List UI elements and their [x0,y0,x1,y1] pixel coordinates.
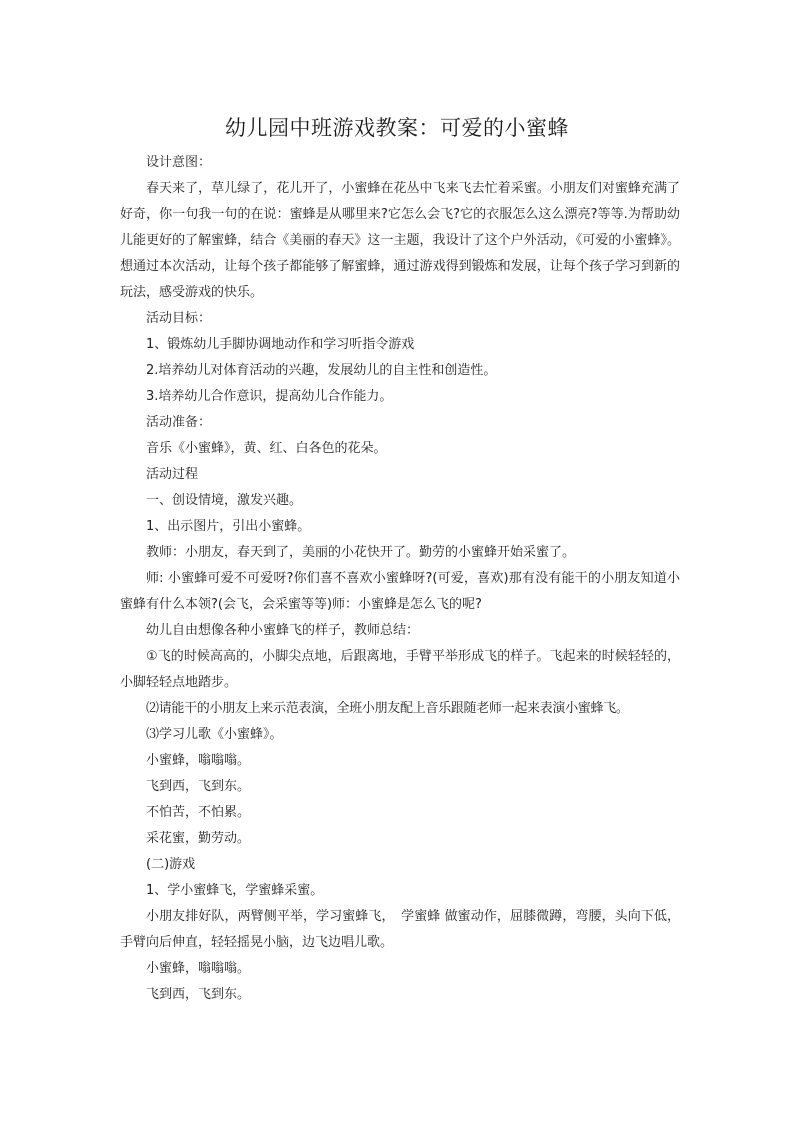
heading-design-intent: 设计意图： [146,155,212,170]
heading-activity-prep: 活动准备： [146,415,212,430]
game-instructions: 小朋友排好队，两臂侧平举，学习蜜蜂飞， 学蜜蜂 做蜜动作，屈膝微蹲，弯腰，头向下低，手臂向后伸直，轻轻摇晃小脑，边飞边唱儿歌。 [120,909,680,950]
rhyme-line: 不怕苦，不怕累。 [146,805,251,820]
prep-materials: 音乐《小蜜蜂》，黄、红、白各色的花朵。 [146,441,387,456]
heading-activity-process: 活动过程 [146,467,199,482]
goal-item-2: 2.培养幼儿对体育活动的兴趣，发展幼儿的自主性和创造性。 [146,363,497,378]
rhyme-line: 小蜜蜂，嗡嗡嗡。 [146,961,251,976]
rhyme-line: 飞到西，飞到东。 [146,987,251,1002]
document-title: 幼儿园中班游戏教案：可爱的小蜜蜂 [225,116,569,140]
game-step-1: 1、学小蜜蜂飞，学蜜蜂采蜜。 [146,883,324,898]
heading-game: (二)游戏 [146,857,196,872]
heading-activity-goals: 活动目标： [146,311,212,326]
rhyme-line: 飞到西，飞到东。 [146,779,251,794]
teacher-line-1: 教师：小朋友，春天到了，美丽的小花快开了。勤劳的小蜜蜂开始采蜜了。 [146,545,576,560]
rhyme-line: 采花蜜，勤劳动。 [146,831,251,846]
summary-item-2: ⑵请能干的小朋友上来示范表演，全班小朋友配上音乐跟随老师一起来表演小蜜蜂飞。 [146,701,629,716]
children-imagine: 幼儿自由想像各种小蜜蜂飞的样子，教师总结： [146,623,420,638]
goal-item-1: 1、锻炼幼儿手脚协调地动作和学习听指令游戏 [146,337,415,352]
rhyme-line: 小蜜蜂，嗡嗡嗡。 [146,753,251,768]
process-substep-1: 1、出示图片，引出小蜜蜂。 [146,519,311,534]
teacher-line-2: 师: 小蜜蜂可爱不可爱呀?你们喜不喜欢小蜜蜂呀?(可爱，喜欢)那有没有能干的小朋友知道小蜜蜂有什么本领?(会飞，会采蜜等等)师：小蜜蜂是怎么飞的呢? [120,571,680,612]
goal-item-3: 3.培养幼儿合作意识，提高幼儿合作能力。 [146,389,393,404]
summary-item-3: ⑶学习儿歌《小蜜蜂》。 [146,727,283,742]
document-body [120,150,680,1008]
process-step-1: 一、创设情境，激发兴趣。 [146,493,303,508]
summary-item-1: ①飞的时候高高的，小脚尖点地，后跟离地，手臂平举形成飞的样子。飞起来的时候轻轻的，小脚轻轻点地踏步。 [120,649,680,690]
paragraph-design-intent: 春天来了，草儿绿了，花儿开了，小蜜蜂在花丛中飞来飞去忙着采蜜。小朋友们对蜜蜂充满了好奇，你一句我一句的在说：蜜蜂是从哪里来?它怎么会飞?它的衣服怎么这么漂亮?等等.为帮助幼儿能更好的了解蜜蜂，结合《美丽的春天》这一主题，我设计了这个户外活动，《可爱的小蜜蜂》。想通过本次活动，让每个孩子都能够了解蜜蜂，通过游戏得到锻炼和发展，让每个孩子学习到新的玩法，感受游戏的快乐。 [120,181,680,300]
